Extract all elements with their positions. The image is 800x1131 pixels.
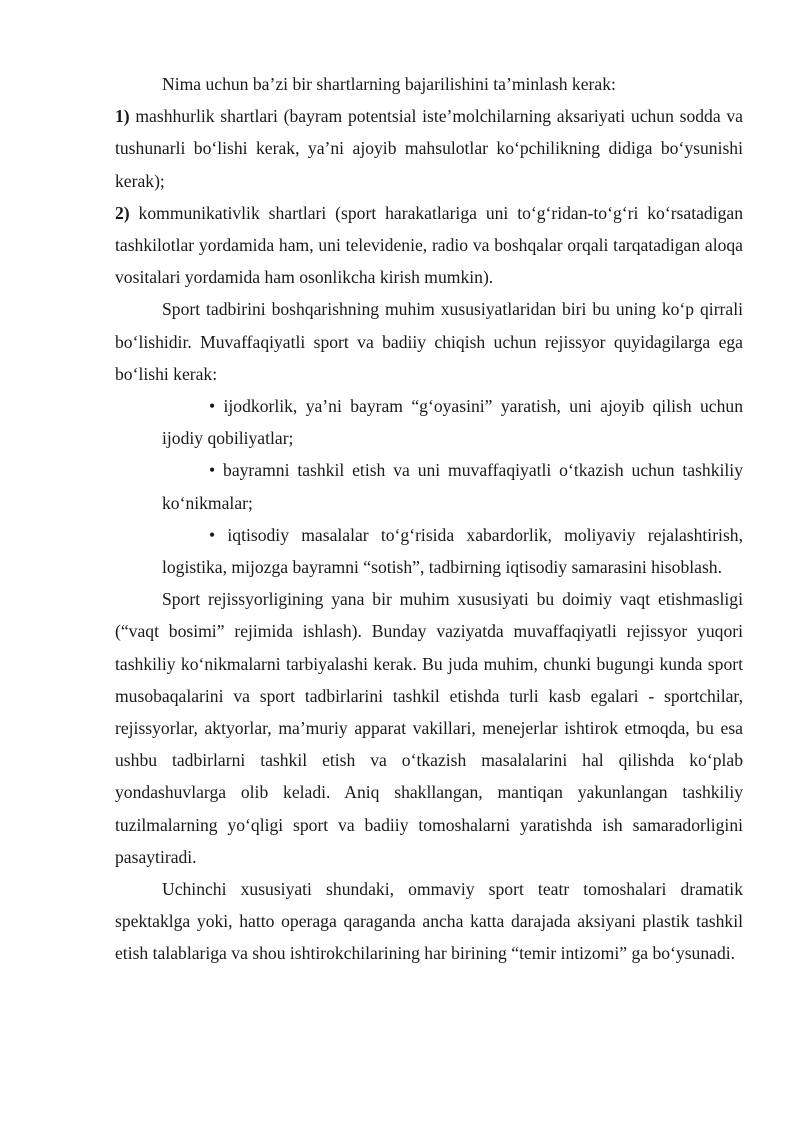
bullet-economics: • iqtisodiy masalalar to‘g‘risida xabardorlik, moliyaviy rejalashtirish, logistika, mijozga bayramni “sotish”, tadbirning iqtisodiy samarasini hisoblash. bbox=[162, 524, 743, 578]
bullet-organization: • bayramni tashkil etish va uni muvaffaqiyatli o‘tkazish uchun tashkiliy ko‘nikmalar; bbox=[162, 460, 743, 513]
paragraph-time-pressure: Sport rejissyorligining yana bir muhim xususiyati bu doimiy vaqt etishmasligi (“vaqt bosimi” rejimida ishlash). Bunday vaziyatda muvaffaqiyatli rejissyor yuqori tashkiliy ko‘nikmalarni tarbiyalashi kerak. Bu juda muhim, chunki bugungi kunda sport musobaqalarini va sport tadbirlarini tashkil etishda turli kasb egalari - sportchilar, rejissyorlar, aktyorlar, ma’muriy apparat vakillari, menejerlar ishtirok etmoqda, bu esa ushbu tadbirlarni tashkil etish va o‘tkazish masalalarini hal qilishda ko‘plab yondashuvlarga olib keladi. Aniq shakllangan, mantiqan yakunlangan tashkiliy tuzilmalarning yo‘qligi sport va badiiy tomoshalarni yaratishda ish samaradorligini pasaytiradi. bbox=[115, 589, 743, 867]
paragraph-director-skills: Sport tadbirini boshqarishning muhim xususiyatlaridan biri bu uning ko‘p qirrali bo‘lishidir. Muvaffaqiyatli sport va badiiy chiqish uchun rejissyor quyidagilarga ega bo‘lishi kerak: bbox=[115, 299, 743, 384]
paragraph-condition-1 bbox=[115, 100, 743, 197]
paragraph-intro: Nima uchun ba’zi bir shartlarning bajarilishini ta’minlash kerak: bbox=[162, 74, 616, 94]
list-number-2: 2) bbox=[115, 202, 130, 223]
condition-1-text: mashhurlik shartlari (bayram potentsial iste’molchilarning aksariyati uchun sodda va tushunarli bo‘lishi kerak, ya’ni ajoyib mahsulotlar ko‘pchilikning didiga bo‘ysunishi kerak); bbox=[115, 106, 743, 191]
paragraph-third-feature: Uchinchi xususiyati shundaki, ommaviy sport teatr tomoshalari dramatik spektaklga yoki, hatto operaga qaraganda ancha katta darajada aksiyani plastik tashkil etish talablariga va shou ishtirokchilarining har birining “temir intizomi” ga bo‘ysunadi. bbox=[115, 879, 743, 964]
condition-2-text: kommunikativlik shartlari (sport harakatlariga uni to‘g‘ridan-to‘g‘ri ko‘rsatadigan tashkilotlar yordamida ham, uni televidenie, radio va boshqalar orqali tarqatadigan aloqa vositalari yordamida ham osonlikcha kirish mumkin). bbox=[115, 202, 743, 288]
paragraph-condition-2 bbox=[115, 197, 743, 294]
list-number-1: 1) bbox=[115, 106, 130, 127]
bullet-creativity: • ijodkorlik, ya’ni bayram “g‘oyasini” yaratish, uni ajoyib qilish uchun ijodiy qobiliyatlar; bbox=[162, 396, 743, 449]
